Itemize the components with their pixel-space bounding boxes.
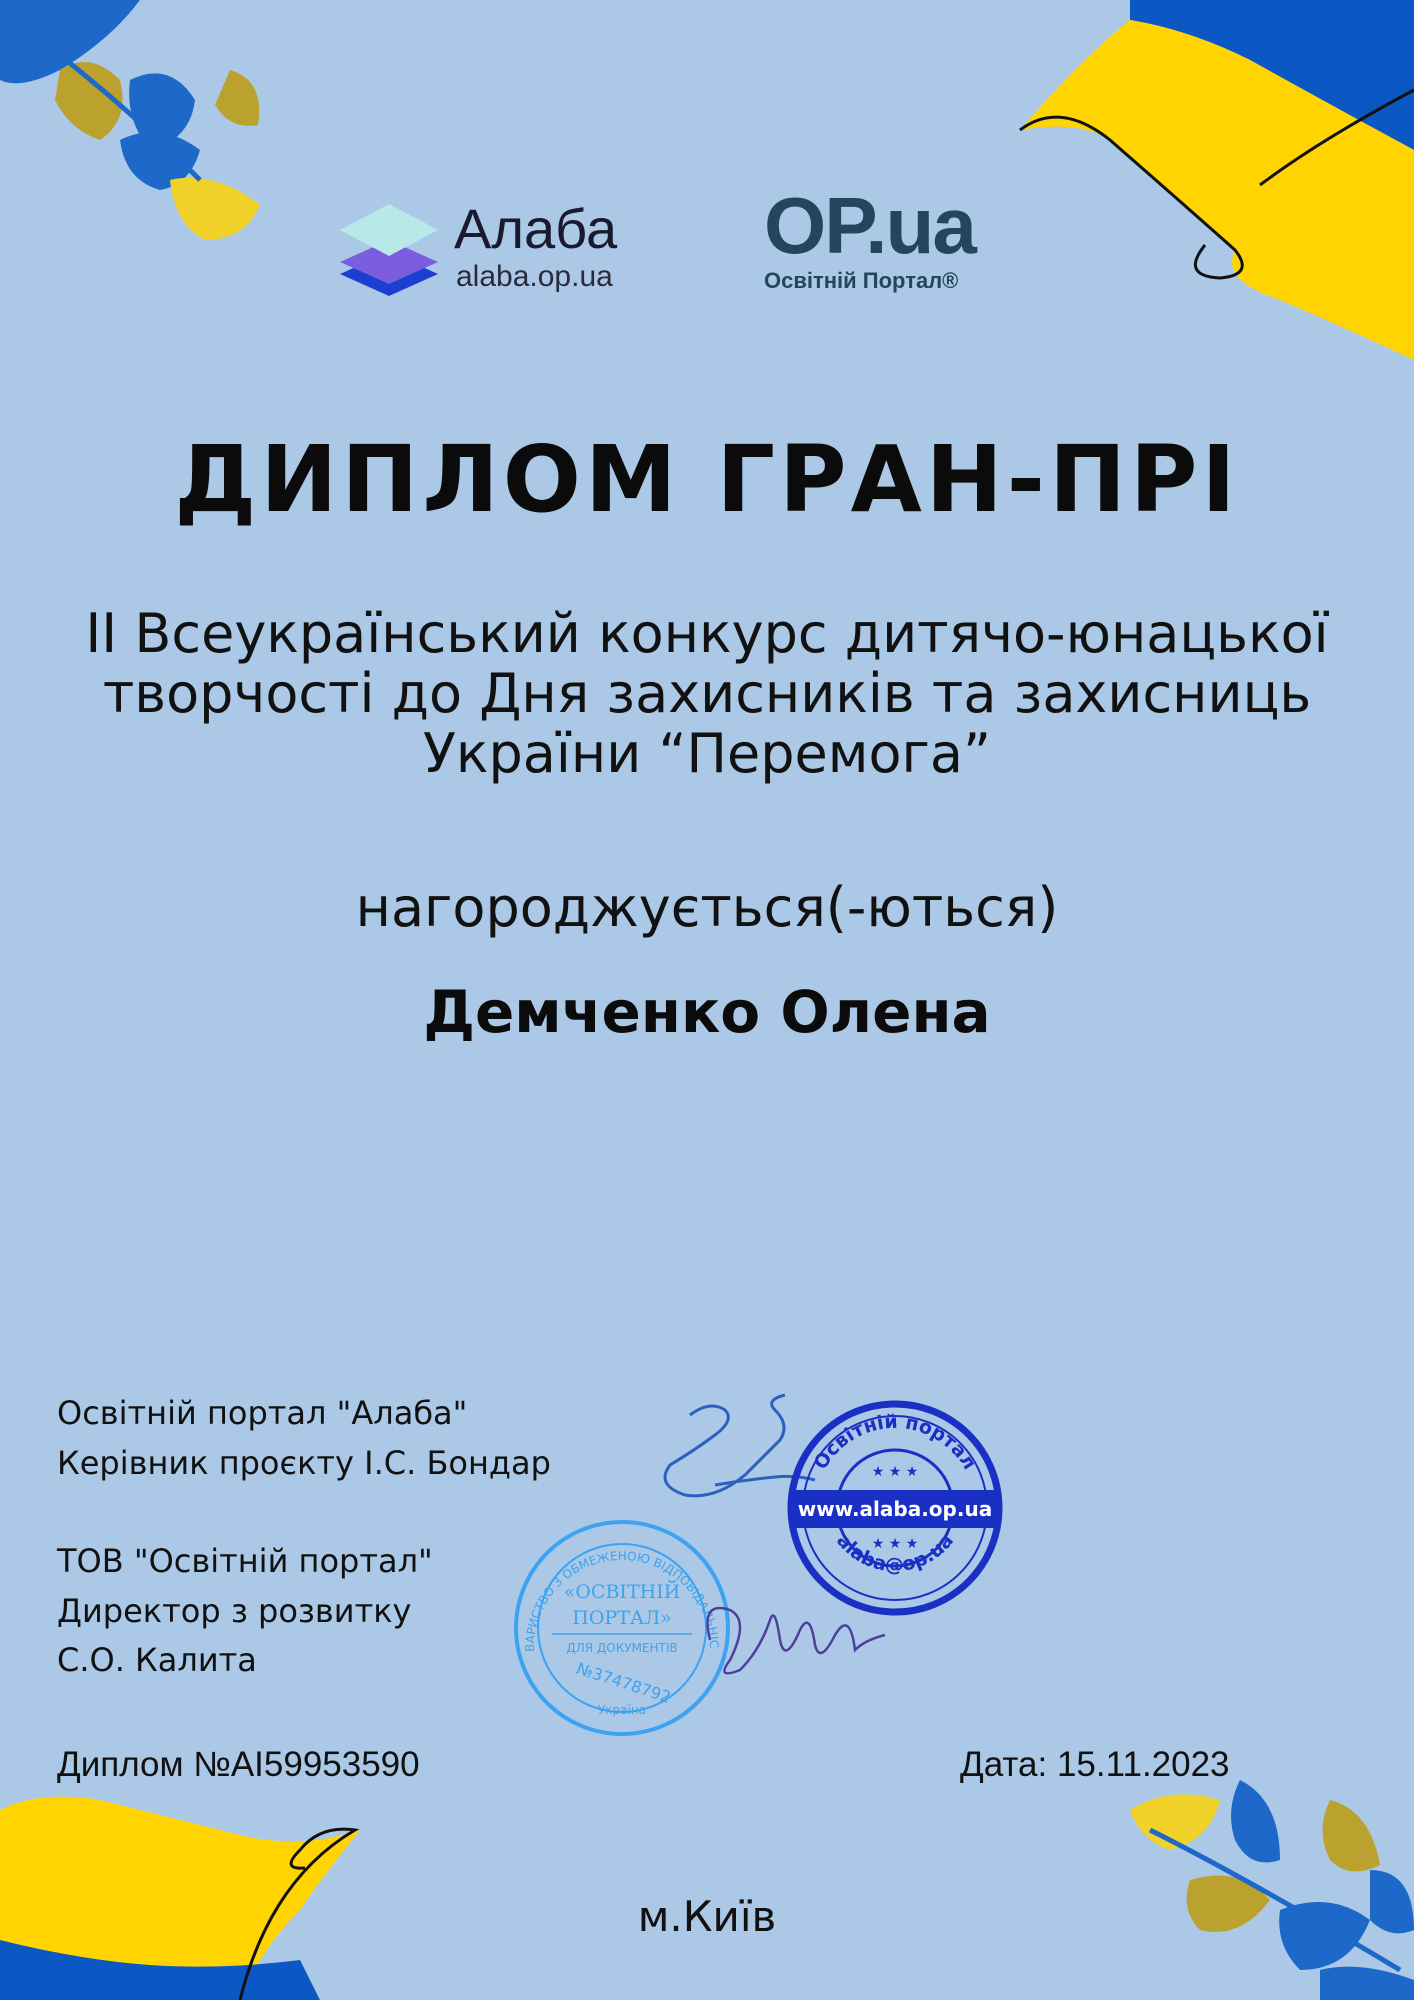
signatory-role-1: Керівник проєкту І.С. Бондар — [57, 1444, 551, 1482]
svg-text:★ ★ ★: ★ ★ ★ — [871, 1536, 919, 1552]
stamp-center-line-3: ДЛЯ ДОКУМЕНТІВ — [566, 1641, 678, 1655]
recipient-name: Демченко Олена — [423, 978, 991, 1046]
signatory-org-1: Освітній портал "Алаба" — [57, 1394, 468, 1432]
alaba-layers-icon — [334, 204, 444, 294]
op-ua-logo[interactable] — [760, 181, 1020, 296]
bottom-right-leaves-decoration — [1130, 1770, 1414, 2000]
contest-line-2: творчості до Дня захисників та захисниць — [102, 662, 1312, 725]
svg-text:★ ★ ★: ★ ★ ★ — [871, 1464, 919, 1480]
leaf-shape — [1231, 1780, 1280, 1863]
leaf-shape — [170, 178, 260, 240]
contest-line-1: ІІ Всеукраїнський конкурс дитячо-юнацької — [85, 602, 1329, 665]
stamp-bottom-text: alaba@op.ua — [832, 1529, 958, 1577]
leaf-shape — [1323, 1800, 1381, 1871]
stamp-code: №37478792 — [574, 1658, 674, 1707]
op-ua-logo-title: OP.ua — [764, 181, 975, 270]
signatory-role-2: Директор з розвитку — [57, 1592, 412, 1630]
contest-line-3: України “Перемога” — [423, 722, 991, 785]
stamp-top-text: Освітній портал — [809, 1410, 981, 1474]
top-left-leaves-decoration — [0, 0, 300, 260]
stamp-ring-text: ТОВАРИСТВО З ОБМЕЖЕНОЮ ВІДПОВІДАЛЬНІСТЮ — [505, 1507, 722, 1652]
alaba-logo-name: Алаба — [454, 197, 618, 260]
leaf-shape — [215, 70, 259, 126]
stamp-center-line-1: «ОСВІТНІЙ — [563, 1581, 681, 1603]
contest-description — [40, 604, 1374, 784]
leaf-shape — [1320, 1967, 1414, 2000]
op-ua-logo-subtitle: Освітній Портал® — [764, 268, 959, 293]
signatory-org-2: ТОВ "Освітній портал" — [57, 1542, 433, 1580]
awarded-text: нагороджується(-ються) — [355, 876, 1059, 939]
diploma-date: Дата: 15.11.2023 — [960, 1745, 1230, 1784]
signatory-name-2: С.О. Калита — [57, 1641, 257, 1679]
stamp-center-line-2: ПОРТАЛ» — [572, 1607, 672, 1629]
diploma-number: Диплом №AI59953590 — [57, 1745, 420, 1784]
diploma-title: ДИПЛОМ ГРАН-ПРІ — [174, 426, 1240, 533]
alaba-logo[interactable] — [334, 196, 654, 296]
stamp-country: Україна — [597, 1703, 647, 1717]
top-right-flag-decoration — [1020, 0, 1414, 360]
stamp-center-text: www.alaba.op.ua — [797, 1497, 993, 1521]
city-label: м.Київ — [637, 1892, 777, 1941]
alaba-logo-url: alaba.op.ua — [456, 260, 613, 293]
handwritten-signature-2 — [690, 1580, 890, 1690]
svg-text:ТОВАРИСТВО З ОБМЕЖЕНОЮ ВІДПОВІ — [506, 1507, 722, 1652]
